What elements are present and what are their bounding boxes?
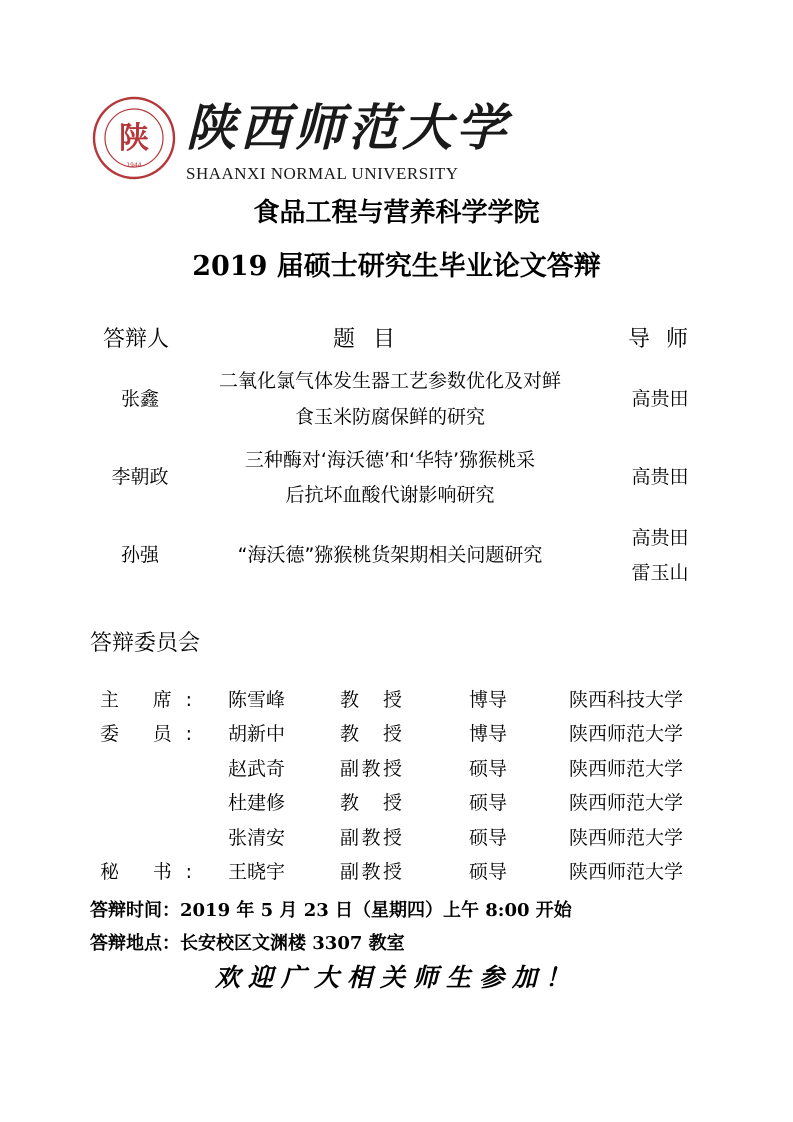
committee-member-3-degree: 硕导 xyxy=(469,758,508,780)
committee-member-5-degree: 硕导 xyxy=(469,827,508,849)
thesis-row-2-student: 李朝政 xyxy=(111,466,169,488)
thesis-row-1-topic-line-2: 食玉米防腐保鲜的研究 xyxy=(294,406,485,428)
thesis-row-2-topic-line-1: 三种酶对‘海沃德’和‘华特’猕猴桃采 xyxy=(244,449,536,471)
column-header-defender: 答辩人 xyxy=(103,327,170,352)
committee-member-4-title: 教 授 xyxy=(340,792,402,814)
university-name-chinese: 陕西师范大学 xyxy=(186,98,510,157)
committee-member-1-role: 主 席: xyxy=(100,689,192,711)
committee-member-5-org: 陕西师范大学 xyxy=(569,827,684,849)
committee-member-5-title: 副教授 xyxy=(340,827,402,849)
event-title: 2019 届硕士研究生毕业论文答辩 xyxy=(192,251,601,282)
column-header-advisor: 导师 xyxy=(628,327,705,352)
column-header-topic: 题目 xyxy=(333,327,414,352)
thesis-row-1-topic-line-1: 二氧化氯气体发生器工艺参数优化及对鲜 xyxy=(218,370,561,392)
thesis-row-1-advisor: 高贵田 xyxy=(631,388,689,410)
committee-member-2-degree: 博导 xyxy=(469,723,508,745)
svg-text:1944: 1944 xyxy=(126,162,142,169)
committee-member-2-role: 委 员: xyxy=(100,723,192,745)
committee-member-6-name: 王晓宇 xyxy=(228,861,286,883)
committee-member-4-name: 杜建修 xyxy=(228,792,286,814)
defense-time: 答辩时间：2019 年 5 月 23 日（星期四）上午 8:00 开始 xyxy=(90,900,572,921)
welcome-message: 欢迎广大相关师生参加！ xyxy=(214,963,578,992)
committee-member-1-degree: 博导 xyxy=(469,689,508,711)
college-name: 食品工程与营养科学学院 xyxy=(253,198,540,228)
thesis-row-3-advisor-2: 雷玉山 xyxy=(631,562,689,584)
committee-member-6-org: 陕西师范大学 xyxy=(569,861,684,883)
committee-member-1-org: 陕西科技大学 xyxy=(569,689,684,711)
thesis-row-2-topic-line-2: 后抗坏血酸代谢影响研究 xyxy=(285,484,495,506)
committee-member-2-title: 教 授 xyxy=(340,723,402,745)
thesis-row-3-student: 孙强 xyxy=(120,544,159,566)
committee-title: 答辩委员会 xyxy=(90,631,201,656)
committee-member-1-name: 陈雪峰 xyxy=(228,689,286,711)
committee-member-3-name: 赵武奇 xyxy=(228,758,286,780)
committee-member-5-name: 张清安 xyxy=(228,827,286,849)
defense-place: 答辩地点：长安校区文渊楼 3307 教室 xyxy=(90,933,405,954)
committee-member-6-degree: 硕导 xyxy=(469,861,508,883)
university-seal-logo xyxy=(92,96,176,180)
committee-member-4-degree: 硕导 xyxy=(469,792,508,814)
thesis-row-3-topic-line-1: “海沃德”猕猴桃货架期相关问题研究 xyxy=(237,544,543,566)
committee-member-4-org: 陕西师范大学 xyxy=(569,792,684,814)
committee-member-2-name: 胡新中 xyxy=(228,723,286,745)
thesis-row-1-student: 张鑫 xyxy=(120,388,159,410)
committee-member-2-org: 陕西师范大学 xyxy=(569,723,684,745)
thesis-row-3-advisor-1: 高贵田 xyxy=(631,527,689,549)
committee-member-1-title: 教 授 xyxy=(340,689,402,711)
thesis-row-2-advisor: 高贵田 xyxy=(631,466,689,488)
committee-member-3-org: 陕西师范大学 xyxy=(569,758,684,780)
university-name-english: SHAANXI NORMAL UNIVERSITY xyxy=(186,164,459,183)
committee-member-6-role: 秘 书: xyxy=(100,861,192,883)
committee-member-3-title: 副教授 xyxy=(340,758,402,780)
svg-text:陕: 陕 xyxy=(119,121,149,156)
committee-member-6-title: 副教授 xyxy=(340,861,402,883)
